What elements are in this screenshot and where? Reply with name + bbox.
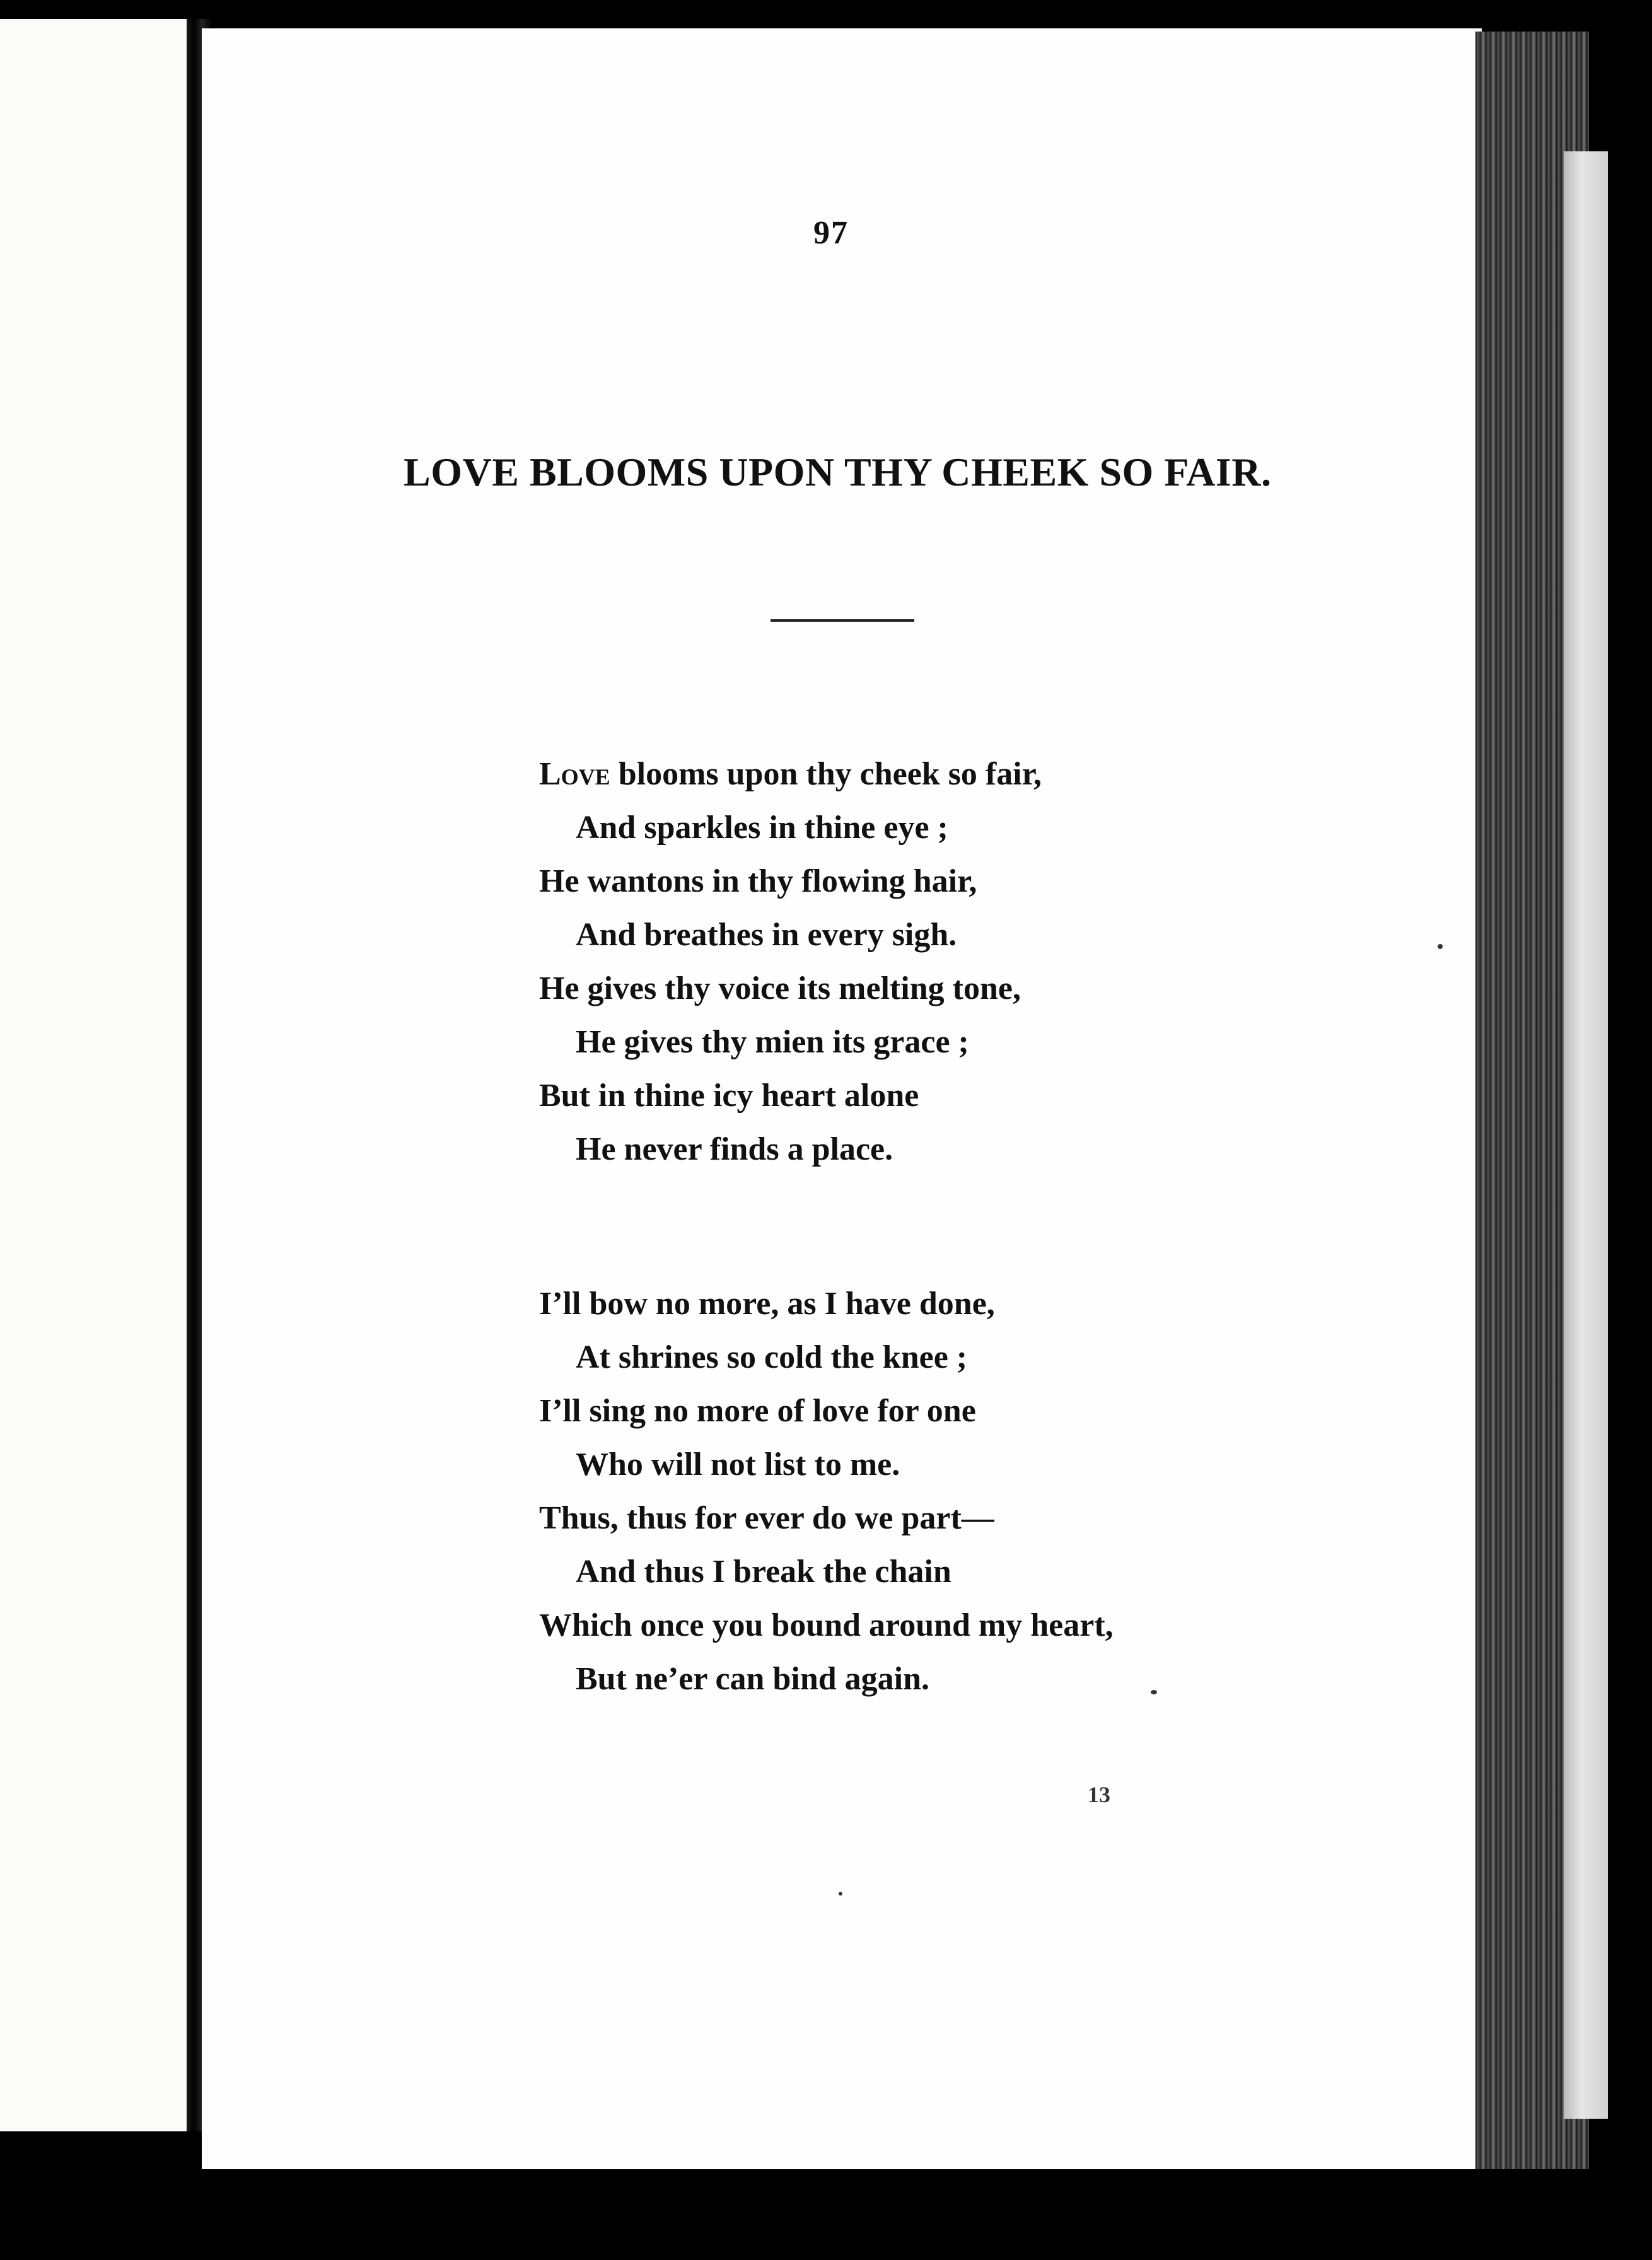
- poem-line: He gives thy voice its melting tone,: [539, 970, 1021, 1006]
- stanza-1: [539, 747, 1296, 1176]
- poem-line: But in thine icy heart alone: [539, 1078, 919, 1114]
- ink-speck: [1438, 944, 1443, 949]
- page-edge-highlight: [1564, 151, 1608, 2119]
- page-number: 97: [813, 215, 849, 251]
- poem-line: [539, 747, 1296, 801]
- line-text: blooms upon thy cheek so fair,: [610, 756, 1042, 792]
- poem-line: I’ll bow no more, as I have done,: [539, 1286, 995, 1322]
- ink-speck: [839, 1892, 842, 1896]
- poem-title: LOVE BLOOMS UPON THY CHEEK SO FAIR.: [404, 450, 1272, 494]
- small-caps-first-word: Love: [539, 756, 610, 792]
- poem-line: Thus, thus for ever do we part—: [539, 1500, 994, 1536]
- poem-line: Who will not list to me.: [576, 1447, 900, 1482]
- poem-line: And sparkles in thine eye ;: [576, 810, 948, 846]
- stanza-2: [539, 1277, 1296, 1706]
- poem-line: And thus I break the chain: [576, 1554, 951, 1590]
- signature-mark: 13: [1088, 1782, 1110, 1807]
- poem-line: But ne’er can bind again.: [576, 1661, 930, 1697]
- poem-line: I’ll sing no more of love for one: [539, 1393, 976, 1429]
- poem-line: He wantons in thy flowing hair,: [539, 863, 977, 899]
- poem-line: Which once you bound around my heart,: [539, 1607, 1114, 1643]
- poem-line: At shrines so cold the knee ;: [576, 1339, 968, 1375]
- ink-speck: [1151, 1690, 1157, 1694]
- poem-line: He never finds a place.: [576, 1131, 893, 1167]
- title-rule: [771, 619, 914, 622]
- previous-page-edge: [0, 19, 189, 2131]
- poem-line: He gives thy mien its grace ;: [576, 1024, 969, 1060]
- poem-line: And breathes in every sigh.: [576, 917, 957, 953]
